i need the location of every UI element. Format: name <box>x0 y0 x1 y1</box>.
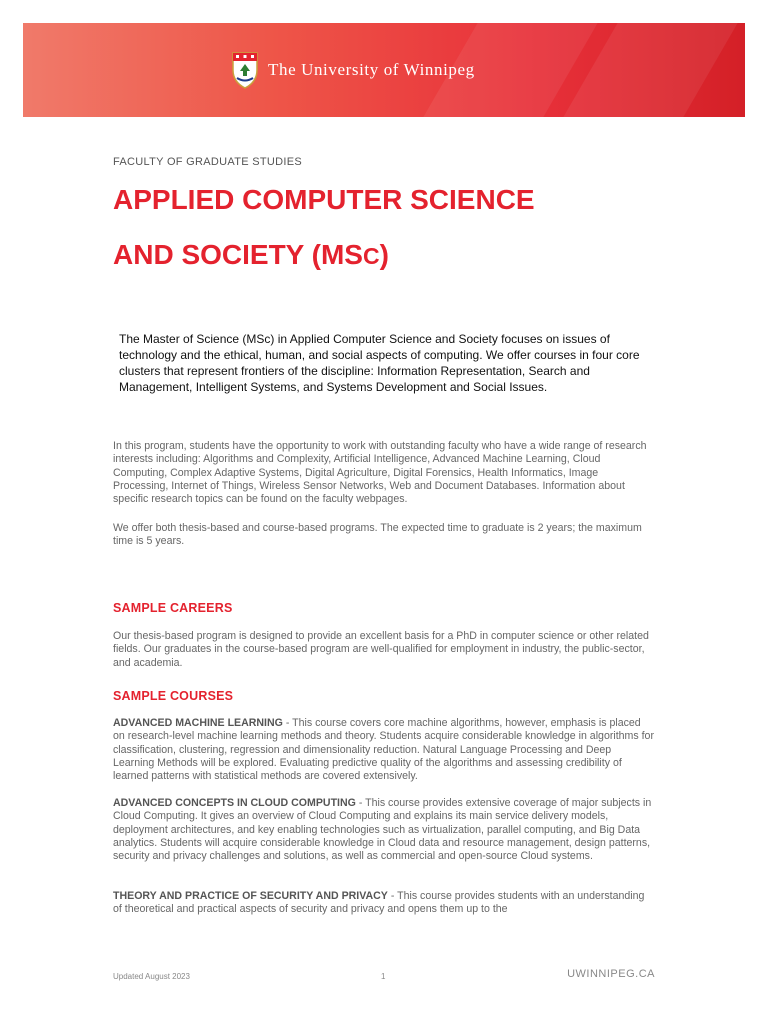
footer-website-link[interactable]: UWINNIPEG.CA <box>567 968 655 980</box>
faculty-label: FACULTY OF GRADUATE STUDIES <box>113 156 303 168</box>
course-item <box>113 717 655 783</box>
course-name: ADVANCED CONCEPTS IN CLOUD COMPUTING <box>113 797 356 809</box>
program-intro: The Master of Science (MSc) in Applied Computer Science and Society focuses on issues of technology and the ethical, human, and social aspects of computing. We offer courses in four core clusters that represent frontiers of the discipline: Information Representation, Search and Management, Intelligent Systems, and Systems Development and Social Issues. <box>119 332 640 394</box>
title-line-2-smallcap: C <box>362 243 380 269</box>
research-paragraph: In this program, students have the opportunity to work with outstanding faculty who have a wide range of research interests including: Algorithms and Complexity, Artificial Intelligence, Advanced Machine Learning, Cloud Computing, Complex Adaptive Systems, Digital Agriculture, Digital Forensics, Health Informatics, Image Processing, Internet of Things, Wireless Sensor Networks, Web and Document Databases. Information about specific research topics can be found on the faculty webpages. <box>113 440 647 506</box>
course-item <box>113 797 655 863</box>
footer-updated-date: Updated August 2023 <box>113 972 190 981</box>
careers-heading: SAMPLE CAREERS <box>113 601 233 615</box>
title-line-2: AND SOCIETY (MS <box>113 239 363 270</box>
course-description: - This course provides students with an understanding of theoretical and practical aspects of security and privacy and opens them up to the <box>113 890 645 916</box>
course-description: - This course provides extensive coverage of major subjects in Cloud Computing. It gives an overview of Cloud Computing and explains its main service delivery models, deployment architectures, and key enabling technologies such as virtualization, parallel computing, and Big Data analytics. Students will acquire considerable knowledge in Cloud data and resource management, design patterns, security and privacy challenges and solutions, as well as commercial and open-source Cloud systems. <box>113 797 652 863</box>
title-line-1: APPLIED COMPUTER SCIENCE <box>113 184 535 215</box>
title-line-2-end: ) <box>379 239 389 270</box>
university-brand[interactable] <box>230 50 475 90</box>
duration-paragraph: We offer both thesis-based and course-based programs. The expected time to graduate is 2 years; the maximum time is 5 years. <box>113 522 642 548</box>
course-item <box>113 890 655 917</box>
footer-page-number: 1 <box>381 972 386 981</box>
university-name: The University of Winnipeg <box>268 60 475 79</box>
page-title <box>113 172 535 284</box>
course-description: - This course covers core machine algorithms, however, emphasis is placed on research-level machine learning methods and theory. Students acquire considerable knowledge in algorithms for classification, clustering, regression and dimensionality reduction. Natural Language Processing and Deep Learning Methods will be explored. Evaluating predictive quality of the algorithms and assessing credibility of learned patterns with statistical methods are covered extensively. <box>113 717 654 783</box>
course-name: THEORY AND PRACTICE OF SECURITY AND PRIVACY <box>113 890 388 902</box>
course-name: ADVANCED MACHINE LEARNING <box>113 717 283 729</box>
university-crest-icon <box>230 50 260 90</box>
courses-heading: SAMPLE COURSES <box>113 689 234 703</box>
careers-text: Our thesis-based program is designed to provide an excellent basis for a PhD in computer science or other related fields. Our graduates in the course-based program are well-qualified for employment in industry, the public-sector, and academia. <box>113 630 649 669</box>
